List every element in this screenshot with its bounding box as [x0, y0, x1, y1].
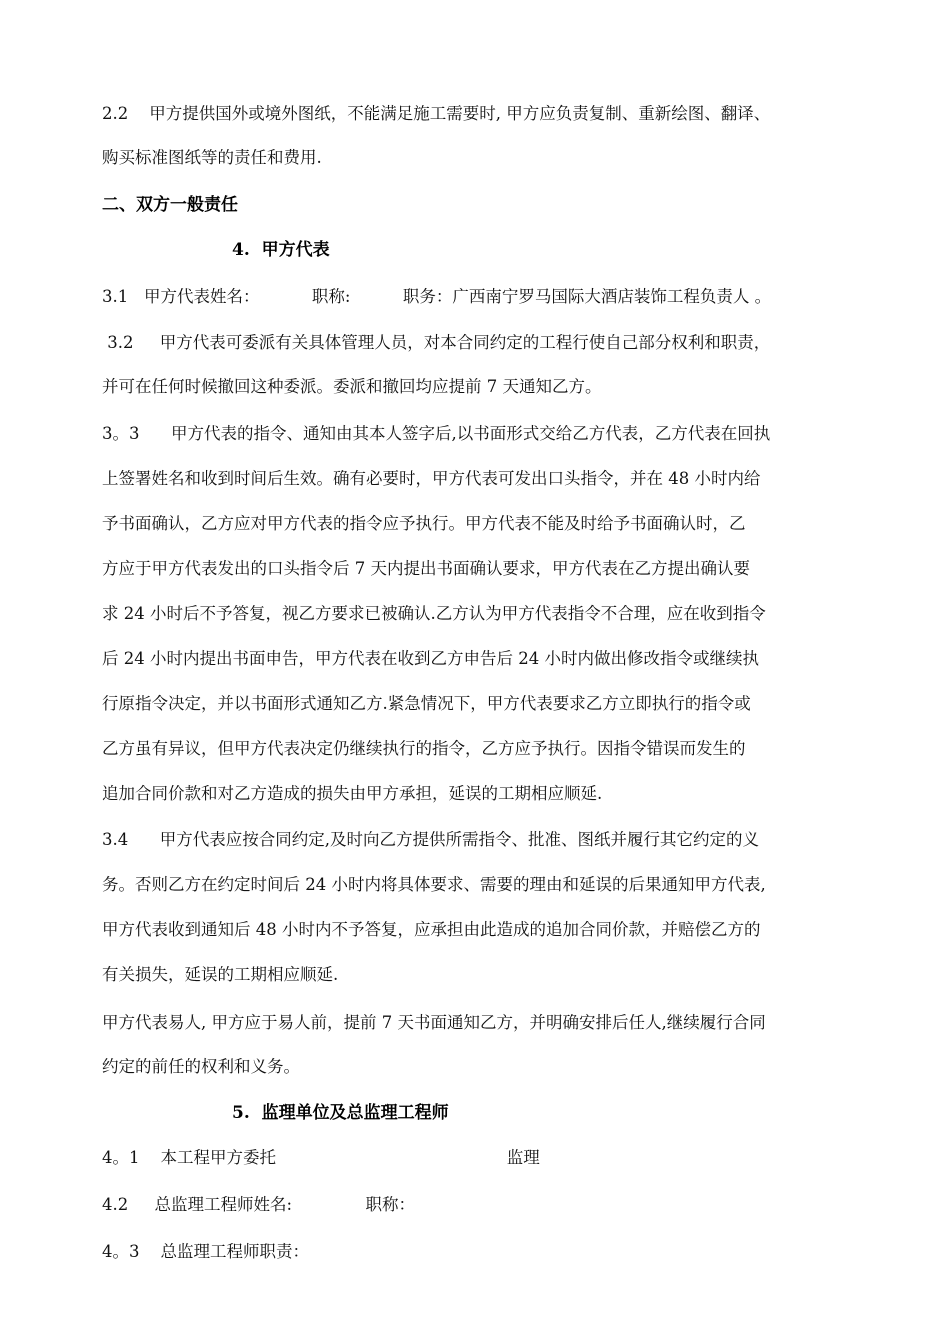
text-line: 4。1 本工程甲方委托 监理: [102, 1148, 540, 1167]
text-line: 约定的前任的权利和义务。: [102, 1057, 300, 1076]
text-line: 3.4 甲方代表应按合同约定,及时向乙方提供所需指令、批准、图纸并履行其它约定的义: [102, 830, 759, 849]
section-heading: 二、双方一般责任: [102, 195, 238, 215]
subsection-heading: 5. 监理单位及总监理工程师: [232, 1103, 449, 1123]
text-line: 求 24 小时后不予答复，视乙方要求已被确认.乙方认为甲方代表指令不合理，应在收到指令: [102, 604, 766, 623]
text-line: 行原指令决定，并以书面形式通知乙方.紧急情况下，甲方代表要求乙方立即执行的指令或: [102, 694, 751, 713]
text-line: 有关损失，延误的工期相应顺延.: [102, 965, 339, 984]
text-line: 3.1 甲方代表姓名： 职称: 职务：广西南宁罗马国际大酒店装饰工程负责人 。: [102, 287, 772, 306]
text-line: 乙方虽有异议，但甲方代表决定仍继续执行的指令，乙方应予执行。因指令错误而发生的: [102, 739, 746, 758]
text-line: 并可在任何时候撤回这种委派。委派和撤回均应提前 7 天通知乙方。: [102, 377, 602, 396]
text-line: 方应于甲方代表发出的口头指令后 7 天内提出书面确认要求，甲方代表在乙方提出确认要: [102, 559, 750, 578]
text-line: 甲方代表易人, 甲方应于易人前，提前 7 天书面通知乙方，并明确安排后任人,继续履行合同: [102, 1013, 766, 1032]
text-line: 3。3 甲方代表的指令、通知由其本人签字后,以书面形式交给乙方代表，乙方代表在回执: [102, 424, 771, 443]
subsection-heading: 4. 甲方代表: [232, 240, 330, 260]
text-line: 4。3 总监理工程师职责：: [102, 1242, 309, 1261]
text-line: 追加合同价款和对乙方造成的损失由甲方承担，延误的工期相应顺延.: [102, 784, 603, 803]
text-line: 务。否则乙方在约定时间后 24 小时内将具体要求、需要的理由和延误的后果通知甲方代表,: [102, 875, 766, 894]
text-line: 上签署姓名和收到时间后生效。确有必要时，甲方代表可发出口头指令，并在 48 小时内给: [102, 469, 761, 488]
text-line: 2.2 甲方提供国外或境外图纸，不能满足施工需要时, 甲方应负责复制、重新绘图、翻译、: [102, 104, 771, 123]
text-line: 3.2 甲方代表可委派有关具体管理人员，对本合同约定的工程行使自己部分权利和职责，: [102, 333, 771, 352]
text-line: 后 24 小时内提出书面申告，甲方代表在收到乙方申告后 24 小时内做出修改指令或继续执: [102, 649, 759, 668]
text-line: 予书面确认，乙方应对甲方代表的指令应予执行。甲方代表不能及时给予书面确认时，乙: [102, 514, 746, 533]
text-line: 购买标准图纸等的责任和费用.: [102, 148, 322, 167]
text-line: 4.2 总监理工程师姓名: 职称：: [102, 1195, 415, 1214]
text-line: 甲方代表收到通知后 48 小时内不予答复，应承担由此造成的追加合同价款，并赔偿乙方的: [102, 920, 761, 939]
